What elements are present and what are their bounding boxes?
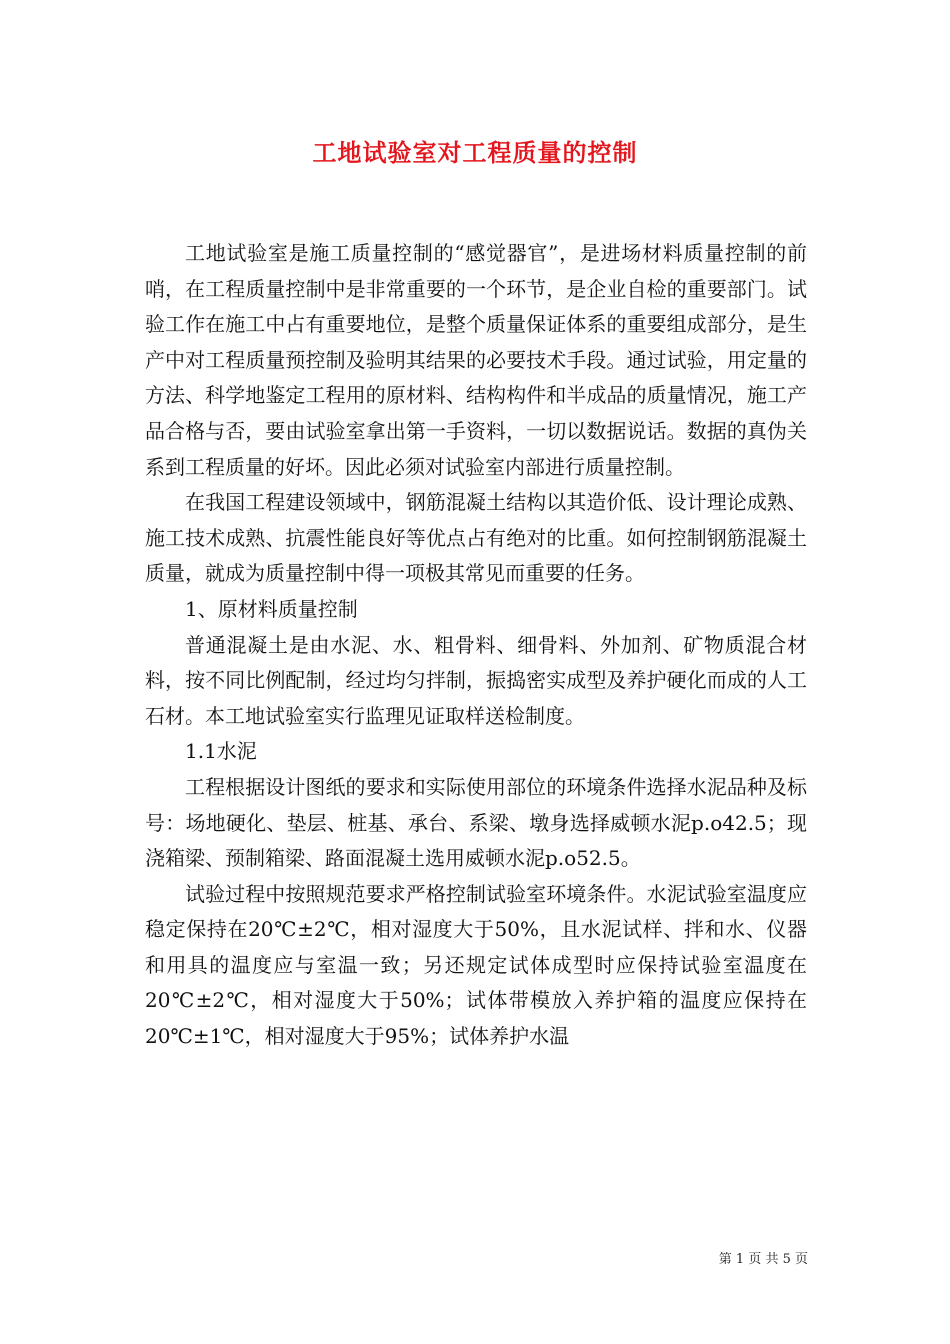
paragraph: 普通混凝土是由水泥、水、粗骨料、细骨料、外加剂、矿物质混合材料，按不同比例配制，经过均匀拌制，振捣密实成型及养护硬化而成的人工石材。本工地试验室实行监理见证取样送检制度。 — [145, 632, 807, 728]
paragraph: 工地试验室是施工质量控制的“感觉器官”，是进场材料质量控制的前哨，在工程质量控制中是非常重要的一个环节，是企业自检的重要部门。试验工作在施工中占有重要地位，是整个质量保证体系的重要组成部分，是生产中对工程质量预控制及验明其结果的必要技术手段。通过试验，用定量的方法、科学地鉴定工程用的原材料、结构构件和半成品的质量情况，施工产品合格与否，要由试验室拿出第一手资料，一切以数据说话。数据的真伪关系到工程质量的好坏。因此必须对试验室内部进行质量控制。 — [145, 241, 807, 479]
document-title: 工地试验室对工程质量的控制 — [312, 138, 638, 167]
page-number: 第 1 页 共 5 页 — [718, 1252, 808, 1267]
document-body — [145, 236, 807, 1055]
paragraph: 试验过程中按照规范要求严格控制试验室环境条件。水泥试验室温度应稳定保持在20℃±2℃，相对湿度大于50%，且水泥试样、拌和水、仪器和用具的温度应与室温一致；另还规定试体成型时应保持试验室温度在20℃±2℃，相对湿度大于50%；试体带模放入养护箱的温度应保持在20℃±1℃，相对湿度大于95%；试体养护水温 — [145, 881, 807, 1049]
section-heading: 1、原材料质量控制 — [185, 596, 358, 621]
subsection-heading: 1.1水泥 — [185, 739, 257, 764]
paragraph: 在我国工程建设领域中，钢筋混凝土结构以其造价低、设计理论成熟、施工技术成熟、抗震性能良好等优点占有绝对的比重。如何控制钢筋混凝土质量，就成为质量控制中得一项极其常见而重要的任务。 — [145, 490, 807, 586]
paragraph: 工程根据设计图纸的要求和实际使用部位的环境条件选择水泥品种及标号：场地硬化、垫层、桩基、承台、系梁、墩身选择威顿水泥p.o42.5；现浇箱梁、预制箱梁、路面混凝土选用威顿水泥p.o52.5。 — [145, 774, 807, 871]
